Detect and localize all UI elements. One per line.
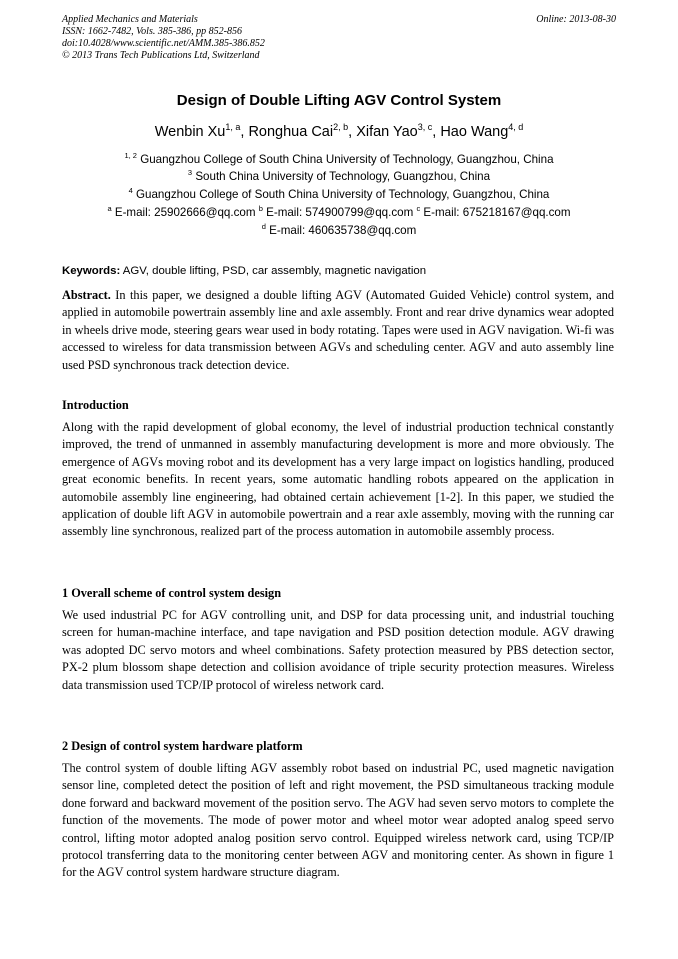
author-affiliation-mark: 2, b [333, 122, 349, 132]
journal-doi: doi:10.4028/www.scientific.net/AMM.385-386.852 [62, 38, 265, 49]
keywords [62, 265, 622, 277]
author-affiliation-mark: 1, a [225, 122, 241, 132]
email-b: E-mail: 574900799@qq.com [262, 206, 417, 219]
affiliation-text: Guangzhou College of South China University of Technology, Guangzhou, China [136, 153, 554, 166]
email-a: E-mail: 25902666@qq.com [111, 206, 259, 219]
section-heading: Introduction [62, 398, 129, 412]
keywords-label: Keywords: [62, 265, 121, 277]
author-name: Hao Wang [440, 124, 509, 140]
abstract-label: Abstract. [62, 288, 111, 302]
email-d: E-mail: 460635738@qq.com [265, 224, 417, 237]
journal-issn: ISSN: 1662-7482, Vols. 385-386, pp 852-856 [62, 26, 242, 37]
author-name: Xifan Yao [356, 124, 418, 140]
author-separator: , [240, 124, 249, 140]
affiliation-mark: 1, 2 [124, 151, 137, 160]
section-body: Along with the rapid development of global economy, the level of industrial production technical constantly improved, the trend of unmanned in assembly manufacturing development is more and more obviously. The emergence of AGVs moving robot and its development has a very large impact on logistics handling, produced great economic benefits. In recent years, some automatic handling robots appeared on the application in automobile assembly line engineering, had obtained certain achievement [1-2]. In this paper, we studied the application of double lift AGV in automobile powertrain and a rear axle assembly, moving with the running car assembly line synchronous, realized part of the process automation in automobile assembly process. [62, 420, 614, 539]
section-heading: 2 Design of control system hardware platform [62, 739, 303, 753]
author-name: Ronghua Cai [248, 124, 334, 140]
paper-title: Design of Double Lifting AGV Control System [176, 92, 502, 109]
affiliation-line [0, 188, 678, 202]
email-c: E-mail: 675218167@qq.com [420, 206, 571, 219]
journal-name: Applied Mechanics and Materials [62, 14, 198, 25]
journal-copyright: © 2013 Trans Tech Publications Ltd, Switzerland [62, 50, 260, 61]
affiliation-text: Guangzhou College of South China University of Technology, Guangzhou, China [132, 188, 550, 201]
author-list [0, 124, 678, 140]
author-name: Wenbin Xu [154, 124, 226, 140]
section-body: We used industrial PC for AGV controlling unit, and DSP for data processing unit, and industrial touching screen for human-machine interface, and tape navigation and PSD position detection module. AGV drawing was adopted DC servo motors and wheel combinations. Safety protection measured by PBS detection sector, PX-2 plum blossom shape detection and collision avoidance of triple security protection measures. Wireless data transmission used TCP/IP protocol of wireless network card. [62, 608, 614, 692]
email-line [0, 224, 678, 238]
affiliation-mark: 4 [128, 186, 133, 195]
author-affiliation-mark: 4, d [508, 122, 524, 132]
affiliation-mark: 3 [187, 168, 193, 177]
email-mark: c [416, 204, 421, 213]
email-mark: d [261, 222, 266, 231]
email-mark: a [107, 204, 112, 213]
affiliation-line [0, 153, 678, 167]
author-separator: , [348, 124, 357, 140]
abstract [62, 287, 614, 374]
affiliation-text: South China University of Technology, Guangzhou, China [192, 170, 491, 183]
section-heading: 1 Overall scheme of control system design [62, 586, 282, 600]
section-body: The control system of double lifting AGV assembly robot based on industrial PC, used magnetic navigation sensor line, completed detect the position of left and right movement, the PSD simultaneous tracking module done forward and backward movement of the position servo. The AGV had seven servo motors to complete the function of the movements. The mode of power motor and wheel motor wear adopted analog speed servo control, lifting motor adopted analog position servo control. Equipped wireless network card, using TCP/IP protocol transferring data to the monitoring center between AGV and monitoring center. As shown in figure 1 for the AGV control system hardware structure diagram. [62, 761, 614, 880]
email-mark: b [258, 204, 263, 213]
email-line [0, 206, 678, 220]
abstract-text: In this paper, we designed a double lifting AGV (Automated Guided Vehicle) control system, and applied in automobile powertrain assembly line and axle assembly. Front and rear drive dynamics wear adopted in wheels drive mode, steering gears wear used in body rotating. Tapes were used in AGV navigation. Wi-fi was accessed to wireless for data transmission between AGVs and scheduling center. AGV and auto assembly line used PSD synchronous track detection device. [62, 288, 614, 372]
keywords-text: AGV, double lifting, PSD, car assembly, magnetic navigation [120, 265, 427, 277]
journal-header [62, 14, 616, 62]
online-date: Online: 2013-08-30 [536, 14, 616, 25]
author-affiliation-mark: 3, c [417, 122, 433, 132]
author-separator: , [432, 124, 441, 140]
affiliation-line [0, 170, 678, 184]
